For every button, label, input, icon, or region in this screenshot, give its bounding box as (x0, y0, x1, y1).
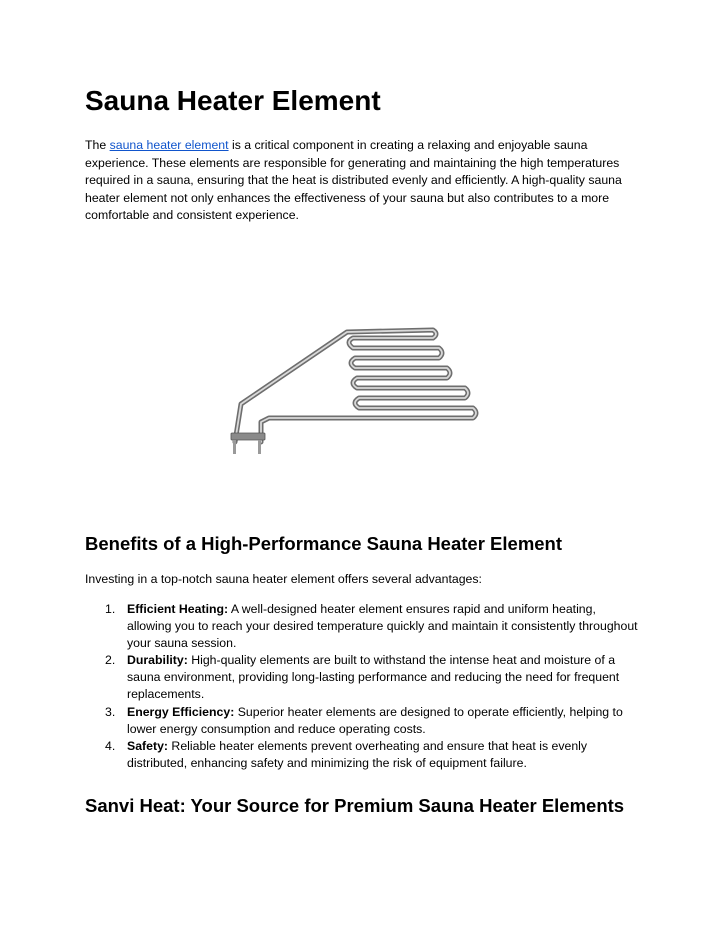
sanvi-heat-heading: Sanvi Heat: Your Source for Premium Sauna Heater Elements (85, 795, 625, 816)
list-item-text: A well-designed heater element ensures rapid and uniform heating, allowing you to reach your desired temperature quickly and maintain it consistently throughout your sauna session. (127, 602, 638, 651)
list-item-number: 4. (105, 738, 116, 753)
heater-mounting-bar (231, 433, 265, 440)
heater-element-image (225, 322, 490, 462)
list-item (85, 652, 641, 703)
benefits-heading: Benefits of a High-Performance Sauna Heater Element (85, 533, 563, 554)
list-item-label: Durability: (127, 653, 188, 668)
list-item-number: 2. (105, 653, 116, 668)
list-item-text: Superior heater elements are designed to operate efficiently, helping to lower energy consumption and reduce operating costs. (127, 704, 623, 736)
list-item-number: 1. (105, 602, 116, 616)
heater-terminal-left (233, 440, 236, 454)
list-item (85, 738, 641, 772)
intro-paragraph (85, 137, 645, 225)
list-item-label: Safety: (127, 738, 169, 753)
sauna-heater-element-link[interactable]: sauna heater element (109, 138, 229, 152)
list-item-label: Efficient Heating: (127, 602, 229, 616)
intro-text-rest: is a critical component in creating a relaxing and enjoyable sauna experience. These elements are responsible for generating and maintaining the high temperatures required in a sauna, ensuring that the heat is distributed evenly and efficiently. A high-quality sauna heater element not only enhances the effectiveness of your sauna but also contributes to a more comfortable and consistent experience. (85, 138, 622, 222)
benefits-lead: Investing in a top-notch sauna heater element offers several advantages: (85, 572, 482, 586)
list-item-text: High-quality elements are built to withstand the intense heat and moisture of a sauna environment, providing long-lasting performance and reducing the need for frequent replacements. (127, 653, 620, 702)
intro-text-start: The (85, 138, 110, 152)
heater-terminal-right (258, 440, 261, 454)
list-item-text: Reliable heater elements prevent overheating and ensure that heat is evenly distributed, enhancing safety and minimizing the risk of equipment failure. (127, 738, 588, 770)
page-title: Sauna Heater Element (85, 85, 381, 116)
list-item-label: Energy Efficiency: (127, 704, 235, 719)
list-item (85, 704, 641, 738)
benefits-list (85, 601, 641, 772)
list-item (85, 601, 641, 652)
list-item-number: 3. (105, 704, 116, 719)
